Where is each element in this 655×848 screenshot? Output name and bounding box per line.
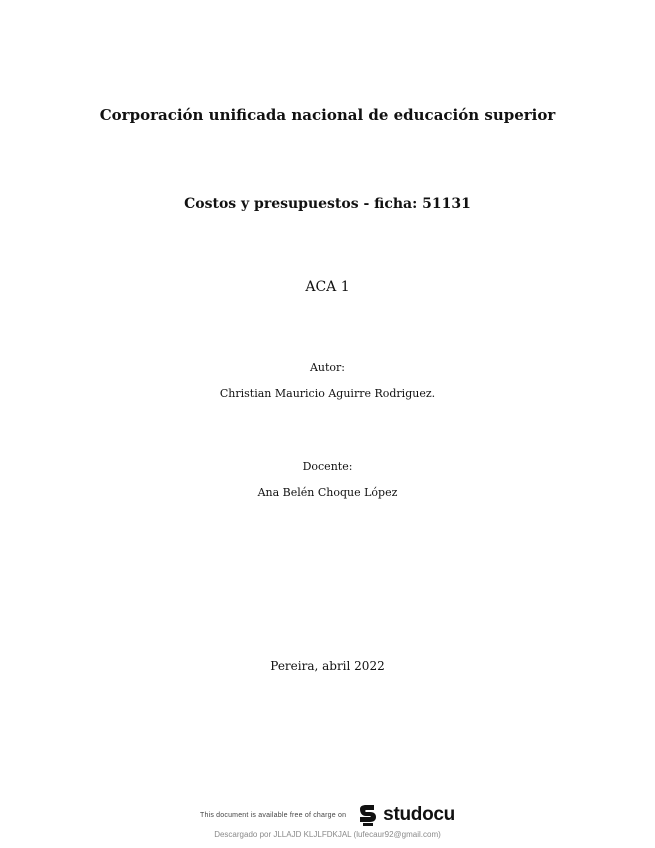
author-label: Autor: xyxy=(309,361,346,374)
studocu-brand-link[interactable] xyxy=(356,803,455,827)
availability-footer xyxy=(0,802,655,828)
download-note: Descargado por JLLAJD KLJLFDKJAL (lufecaur92@gmail.com) xyxy=(214,830,441,839)
studocu-wordmark: studocu xyxy=(383,804,455,825)
author-name: Christian Mauricio Aguirre Rodriguez. xyxy=(219,387,436,400)
teacher-name: Ana Belén Choque López xyxy=(257,486,398,499)
availability-note: This document is available free of charge on xyxy=(200,811,347,819)
studocu-logo-icon xyxy=(356,803,380,827)
place-date: Pereira, abril 2022 xyxy=(270,659,385,673)
activity-name: ACA 1 xyxy=(305,279,350,295)
institution-title: Corporación unificada nacional de educación superior xyxy=(99,106,556,124)
teacher-label: Docente: xyxy=(302,460,353,473)
course-subtitle: Costos y presupuestos - ficha: 51131 xyxy=(184,196,471,212)
